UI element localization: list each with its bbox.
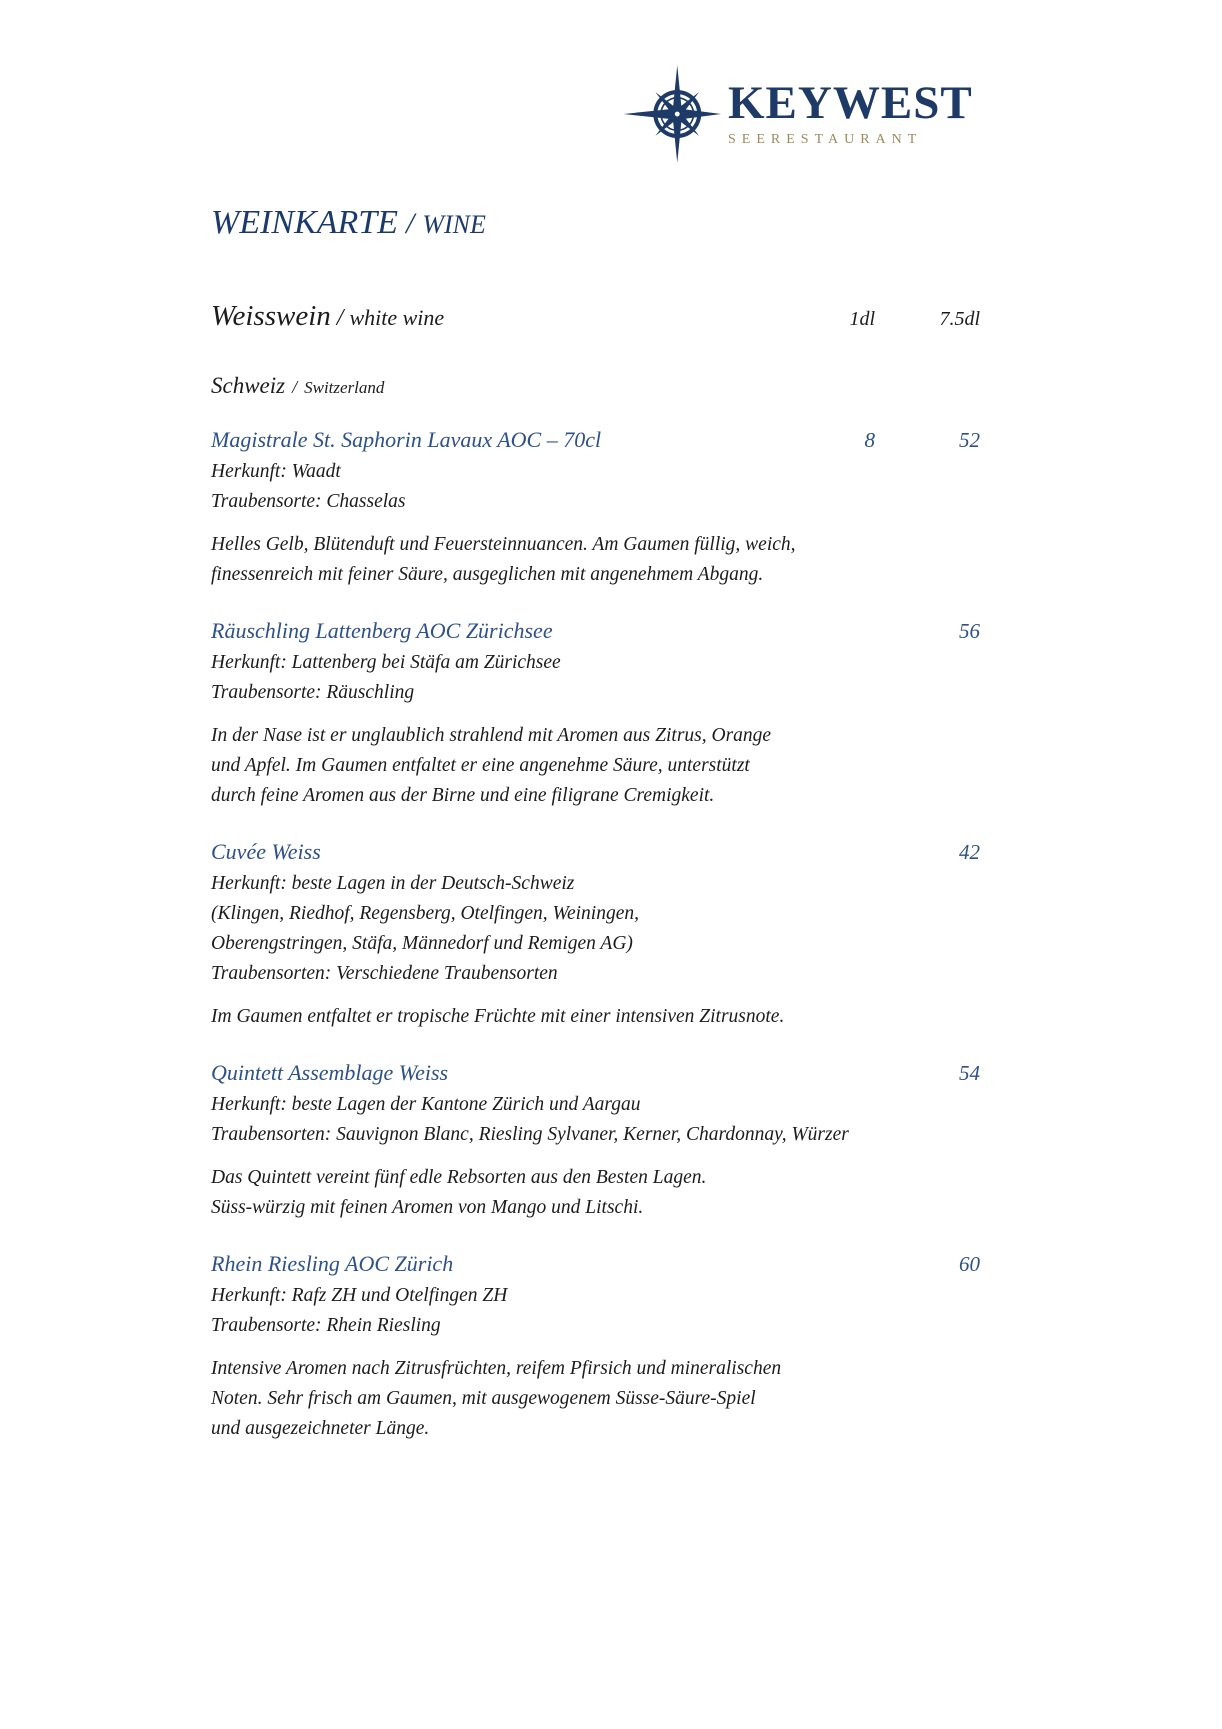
- wine-details: [211, 1090, 980, 1150]
- wine-detail-line: (Klingen, Riedhof, Regensberg, Otelfingen, Weiningen,: [211, 903, 640, 924]
- wine-description: [211, 1002, 980, 1032]
- wine-description: [211, 1163, 980, 1223]
- wine-name: Rhein Riesling AOC Zürich: [211, 1251, 454, 1276]
- section-title-en: white wine: [349, 305, 445, 330]
- wine-entry: [211, 427, 980, 590]
- page-title: [211, 204, 980, 242]
- wine-description-line: Im Gaumen entfaltet er tropische Früchte mit einer intensiven Zitrusnote.: [211, 1006, 785, 1027]
- wine-details: [211, 648, 980, 708]
- wine-price-75dl: 60: [959, 1252, 980, 1276]
- logo-title: KEYWEST: [728, 76, 973, 129]
- wine-name: Cuvée Weiss: [211, 839, 321, 864]
- page-title-en: WINE: [422, 210, 486, 239]
- wine-details: [211, 869, 980, 989]
- wine-description-line: Das Quintett vereint fünf edle Rebsorten aus den Besten Lagen.: [211, 1167, 707, 1188]
- region-title-en: Switzerland: [304, 378, 385, 397]
- wine-detail-line: Herkunft: Waadt: [211, 461, 341, 482]
- wine-description-line: In der Nase ist er unglaublich strahlend mit Aromen aus Zitrus, Orange: [211, 725, 772, 746]
- wine-price-75dl: 52: [959, 428, 980, 452]
- wine-name-row: [211, 427, 980, 453]
- wine-detail-line: Herkunft: beste Lagen in der Deutsch-Schweiz: [211, 873, 575, 894]
- wine-name: Quintett Assemblage Weiss: [211, 1060, 449, 1085]
- compass-rose-icon: [622, 62, 726, 166]
- wine-description-line: Süss-würzig mit feinen Aromen von Mango und Litschi.: [211, 1197, 644, 1218]
- wine-entry: [211, 618, 980, 811]
- wine-detail-line: Traubensorten: Verschiedene Traubensorten: [211, 963, 558, 984]
- wine-details: [211, 457, 980, 517]
- wine-description-line: Helles Gelb, Blütenduft und Feuersteinnuancen. Am Gaumen füllig, weich,: [211, 534, 796, 555]
- wine-name: Magistrale St. Saphorin Lavaux AOC – 70cl: [211, 427, 602, 452]
- wine-entry: [211, 839, 980, 1032]
- menu-page: [211, 204, 980, 1444]
- wine-description-line: und ausgezeichneter Länge.: [211, 1418, 430, 1439]
- wine-price-75dl: 54: [959, 1061, 980, 1085]
- wine-detail-line: Herkunft: Lattenberg bei Stäfa am Zürichsee: [211, 652, 561, 673]
- wine-detail-line: Oberengstringen, Stäfa, Männedorf und Remigen AG): [211, 933, 633, 954]
- wine-detail-line: Herkunft: beste Lagen der Kantone Zürich und Aargau: [211, 1094, 641, 1115]
- wine-price-75dl: 42: [959, 840, 980, 864]
- wine-description: [211, 721, 980, 811]
- wine-detail-line: Traubensorte: Rhein Riesling: [211, 1315, 441, 1336]
- column-header-1dl: 1dl: [849, 308, 875, 330]
- region-header-schweiz: [211, 373, 980, 399]
- wine-entry: [211, 1251, 980, 1444]
- wine-description: [211, 1354, 980, 1444]
- wine-description-line: finessenreich mit feiner Säure, ausgeglichen mit angenehmem Abgang.: [211, 564, 764, 585]
- column-header-75dl: 7.5dl: [939, 308, 980, 330]
- wine-name-row: [211, 618, 980, 644]
- region-title-separator: /: [292, 377, 298, 397]
- wine-description-line: durch feine Aromen aus der Birne und eine filigrane Cremigkeit.: [211, 785, 715, 806]
- wine-detail-line: Herkunft: Rafz ZH und Otelfingen ZH: [211, 1285, 508, 1306]
- wine-name-row: [211, 1060, 980, 1086]
- region-title-de: Schweiz: [211, 373, 286, 398]
- wine-name-row: [211, 1251, 980, 1277]
- section-header-weisswein: [211, 300, 980, 333]
- wine-detail-line: Traubensorte: Räuschling: [211, 682, 415, 703]
- wine-name: Räuschling Lattenberg AOC Zürichsee: [211, 618, 553, 643]
- wine-description: [211, 530, 980, 590]
- wine-name-row: [211, 839, 980, 865]
- wine-description-line: Noten. Sehr frisch am Gaumen, mit ausgewogenem Süsse-Säure-Spiel: [211, 1388, 756, 1409]
- wine-details: [211, 1281, 980, 1341]
- section-title-de: Weisswein: [211, 300, 331, 332]
- logo-subtitle: SEERESTAURANT: [728, 132, 923, 148]
- wine-price-1dl: 8: [864, 428, 875, 452]
- wine-description-line: und Apfel. Im Gaumen entfaltet er eine angenehme Säure, unterstützt: [211, 755, 750, 776]
- wine-entry: [211, 1060, 980, 1223]
- section-title-separator: /: [336, 305, 344, 331]
- wine-price-75dl: 56: [959, 619, 980, 643]
- wine-detail-line: Traubensorte: Chasselas: [211, 491, 406, 512]
- wine-detail-line: Traubensorten: Sauvignon Blanc, Riesling Sylvaner, Kerner, Chardonnay, Würzer: [211, 1124, 849, 1145]
- logo-text: [728, 76, 973, 149]
- page-title-separator: /: [405, 207, 415, 240]
- restaurant-logo: [622, 62, 973, 166]
- page-title-de: WEINKARTE: [211, 204, 398, 241]
- wine-description-line: Intensive Aromen nach Zitrusfrüchten, reifem Pfirsich und mineralischen: [211, 1358, 782, 1379]
